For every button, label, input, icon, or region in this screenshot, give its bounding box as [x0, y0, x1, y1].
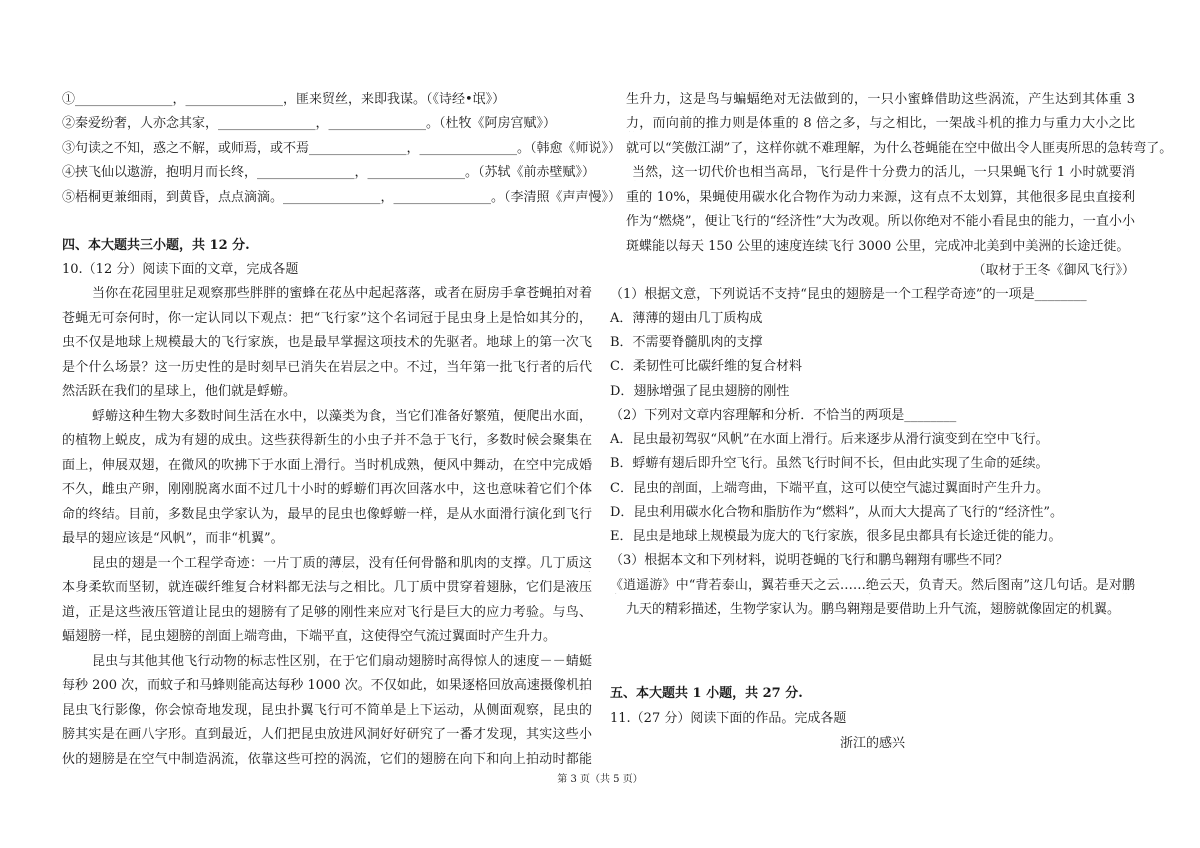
q2-option-e: E．昆虫是地球上规模最为庞大的飞行家族，很多昆虫都具有长途迁徙的能力。	[610, 529, 1062, 544]
fill-blank-3: ③句读之不知，惑之不解，或师焉，或不焉_______________，_______________。（韩愈《师说》）	[62, 141, 622, 156]
passage-line: 重的 10%，果蝇使用碳水化合物作为动力来源，这有点不太划算，其他很多昆虫直接利	[626, 190, 1135, 205]
passage-line: 苍蝇无可奈何时，你一定认同以下观点：把“飞行家”这个名词冠于昆虫身上是恰如其分的，	[62, 311, 592, 326]
q11-title: 浙江的感兴	[839, 736, 905, 751]
passage-line: 是个什么场景？这一历史性的是时刻早已消失在岩层之中。不过，当年第一批飞行者的后代	[62, 360, 592, 375]
fill-blank-2: ②秦爱纷奢，人亦念其家，_______________，_______________。（杜牧《阿房宫赋》）	[62, 116, 557, 131]
passage-line: 命的终结。目前，多数昆虫学家认为，最早的昆虫也像蜉蝣一样，是从水面滑行演化到飞行	[62, 507, 592, 522]
section4-heading: 四、本大题共三小题，共 12 分.	[62, 238, 250, 253]
section5-heading: 五、本大题共 1 小题，共 27 分.	[610, 686, 803, 701]
passage-line: 膀其实是在画八字形。直到最近，人们把昆虫放进风洞好好研究了一番才发现，其实这些小	[62, 727, 592, 742]
q1-option-d: D．翅脉增强了昆虫翅膀的刚性	[610, 384, 790, 399]
q3-material: 《逍遥游》中“背若泰山，翼若垂天之云……绝云天，负青天。然后图南”这几句话。是对鹏	[610, 578, 1135, 593]
source-citation: （取材于王冬《御风飞行》）	[972, 263, 1135, 278]
passage-line: 的植物上蜕皮，成为有翅的成虫。这些获得新生的小虫子并不急于飞行，多数时候会聚集在	[62, 433, 592, 448]
passage-line: 作为“燃烧”，便让飞行的“经济性”大为改观。所以你绝对不能小看昆虫的能力，一直小小	[626, 214, 1135, 229]
passage-line: 最早的翅应该是“风帆”，而非“机翼”。	[62, 531, 284, 546]
passage-line: 蜉蝣这种生物大多数时间生活在水中，以藻类为食，当它们准备好繁殖，便爬出水面，	[92, 409, 592, 424]
passage-line: 生升力，这是鸟与蝙蝠绝对无法做到的，一只小蜜蜂借助这些涡流，产生达到其体重 3	[626, 92, 1135, 107]
page-footer: 第 3 页（共 5 页）	[557, 774, 643, 785]
question-2: （2）下列对文章内容理解和分析．不恰当的两项是________	[610, 408, 957, 423]
passage-line: 然活跃在我们的星球上，他们就是蜉蝣。	[62, 384, 297, 399]
passage-line: 每秒 200 次，而蚊子和马蜂则能高达每秒 1000 次。不仅如此，如果逐格回放高速摄像机拍	[62, 678, 592, 693]
q1-option-b: B．不需要脊髓肌肉的支撑	[610, 335, 763, 350]
passage-line: 蝠翅膀一样，昆虫翅膀的剖面上端弯曲，下端平直，这使得空气流过翼面时产生升力。	[62, 629, 557, 644]
q2-option-b: B．蜉蝣有翅后即升空飞行。虽然飞行时间不长，但由此实现了生命的延续。	[610, 456, 1049, 471]
fill-blank-5: ⑤梧桐更兼细雨，到黄昏，点点滴滴。_______________，_______________。（李清照《声声慢》）	[62, 190, 622, 205]
passage-line: 昆虫飞行影像，你会惊奇地发现，昆虫扑翼飞行可不简单是上下运动，从侧面观察，昆虫的	[62, 703, 592, 718]
q2-option-a: A．昆虫最初驾驭“风帆”在水面上滑行。后来逐步从滑行演变到在空中飞行。	[610, 432, 1049, 447]
passage-line: 当然，这一切代价也相当高昂，飞行是件十分费力的活儿，一只果蝇飞行 1 小时就要消	[632, 165, 1135, 180]
passage-line: 当你在花园里驻足观察那些胖胖的蜜蜂在花丛中起起落落，或者在厨房手拿苍蝇拍对着	[92, 286, 592, 301]
passage-line: 昆虫与其他其他飞行动物的标志性区别，在于它们扇动翅膀时高得惊人的速度－－蜻蜓	[92, 654, 592, 669]
question-1: （1）根据文意，下列说话不支持“昆虫的翅膀是一个工程学奇迹”的一项是________	[610, 287, 1087, 302]
passage-line: 道，正是这些液压管道让昆虫的翅膀有了足够的刚性来应对飞行是巨大的应力考验。与鸟、	[62, 605, 592, 620]
passage-line: 面上，伸展双翅，在微风的吹拂下于水面上滑行。当时机成熟，便风中舞动，在空中完成婚	[62, 458, 592, 473]
q1-option-c: C．柔韧性可比碳纤维的复合材料	[610, 359, 802, 374]
q3-material: 九天的精彩描述，生物学家认为。鹏鸟翱翔是要借助上升气流，翅膀就像固定的机翼。	[626, 602, 1121, 617]
passage-line: 力，而向前的推力则是体重的 8 倍之多，与之相比，一架战斗机的推力与重力大小之比	[626, 116, 1135, 131]
passage-line: 昆虫的翅是一个工程学奇迹：一片丁质的薄层，没有任何骨骼和肌肉的支撑。几丁质这	[92, 556, 592, 571]
q2-option-d: D．昆虫利用碳水化合物和脂肪作为“燃料”，从而大大提高了飞行的“经济性”。	[610, 505, 1064, 520]
fill-blank-1: ①_______________，_______________，匪来贸丝，来即我谋。（《诗经•氓》）	[62, 92, 506, 107]
passage-line: 虫不仅是地球上规模最大的飞行家族，也是最早掌握这项技术的先驱者。地球上的第一次飞	[62, 335, 592, 350]
passage-line: 斑蝶能以每天 150 公里的速度连续飞行 3000 公里，完成冲北美到中美洲的长途迁徙。	[626, 239, 1130, 254]
q10-intro: 10.（12 分）阅读下面的文章，完成各题	[62, 262, 299, 277]
passage-line: 就可以“笑傲江湖”了，这样你就不难理解，为什么苍蝇能在空中做出令人匪夷所思的急转弯了。	[626, 141, 1173, 156]
q11-intro: 11.（27 分）阅读下面的作品。完成各题	[610, 711, 847, 726]
question-3: （3）根据本文和下列材料，说明苍蝇的飞行和鹏鸟翱翔有哪些不同？	[610, 553, 1009, 568]
fill-blank-4: ④挟飞仙以遨游，抱明月而长终，_______________，_______________。（苏轼《前赤壁赋》）	[62, 165, 596, 180]
q2-option-c: C．昆虫的剖面，上端弯曲，下端平直，这可以使空气滤过翼面时产生升力。	[610, 481, 1049, 496]
passage-line: 本身柔软而坚韧，就连碳纤维复合材料都无法与之相比。几丁质中贯穿着翅脉，它们是液压	[62, 580, 592, 595]
q1-option-a: A．薄薄的翅由几丁质构成	[610, 311, 763, 326]
passage-line: 伙的翅膀是在空气中制造涡流，依靠这些可控的涡流，它们的翅膀在向下和向上拍动时都能	[62, 752, 592, 767]
passage-line: 不久，雌虫产卵，刚刚脱离水面不过几十小时的蜉蝣们再次回落水中，这也意味着它们个体	[62, 482, 592, 497]
